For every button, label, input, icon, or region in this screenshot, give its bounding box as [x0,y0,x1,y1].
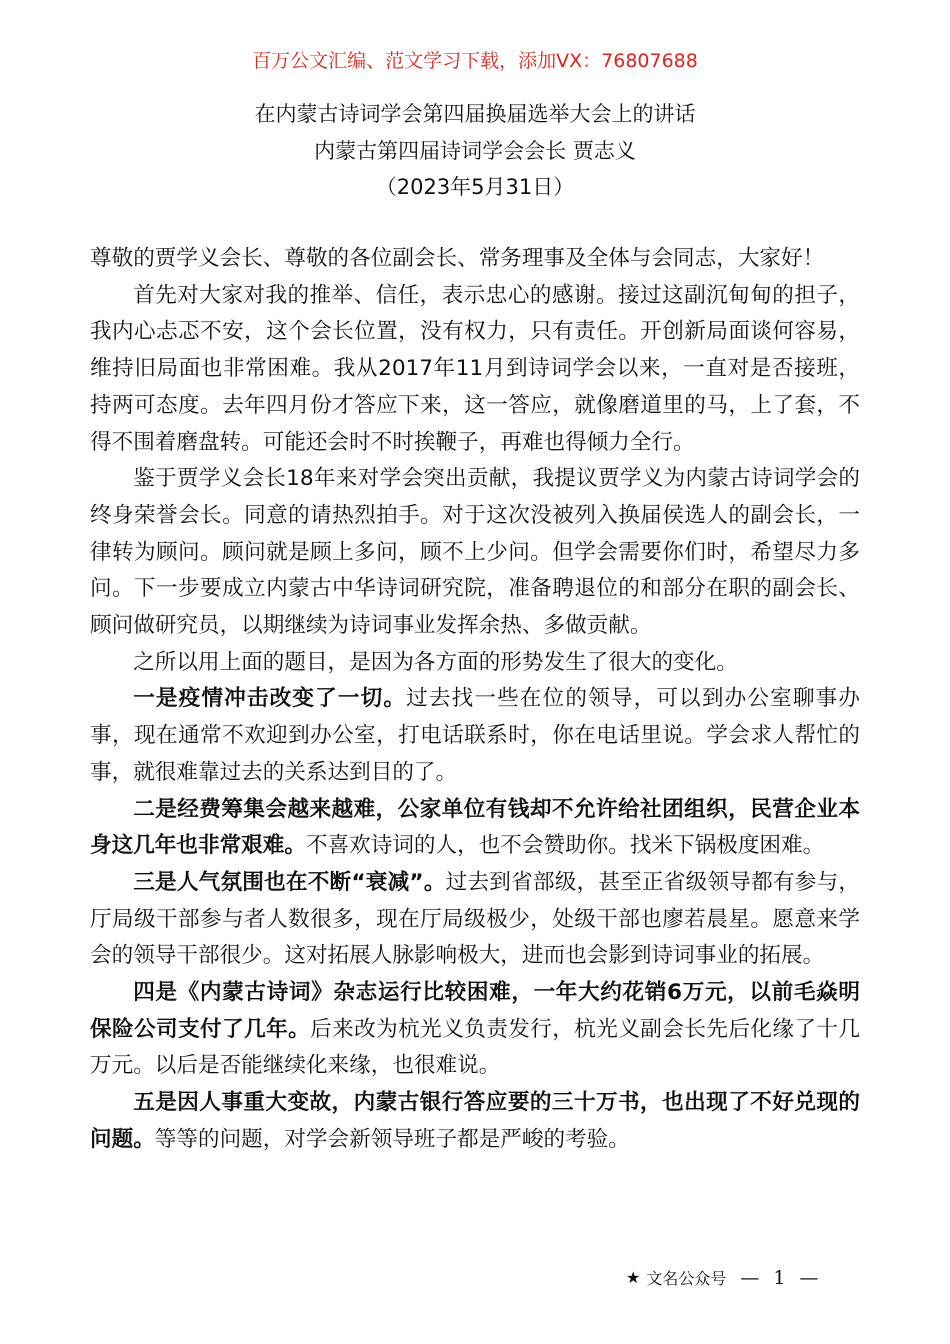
paragraph-text: 过去到省部级，甚至正省级领导都有参与，厅局级干部参与者人数很多，现在厅局级极少，处级干部也廖若晨星。愿意来学会的领导干部很少。这对拓展人脉影响极大，进而也会影到诗词事业的拓展。 [90,869,860,969]
paragraph [90,461,860,645]
watermark-banner: 百万公文汇编、范文学习下载，添加VX：76807688 [252,50,698,72]
date-line: （2023年5月31日） [375,175,575,199]
star-icon: ★ [626,1268,641,1287]
paragraph-text: 不喜欢诗词的人，也不会赞助你。找米下锅极度困难。 [305,833,825,859]
paragraph-lead: 四是《内蒙古诗词》杂志运行比较困难，一年大约花销6万元，以前毛焱明保险公司支付了几年。 [90,980,860,1042]
paragraph [90,865,860,975]
paragraph-text: 之所以用上面的题目，是因为各方面的形势发生了很大的变化。 [133,649,738,675]
paragraph [90,278,860,462]
page-footer [626,1266,823,1289]
paragraph [90,792,860,865]
paragraph-text: 尊敬的贾学义会长、尊敬的各位副会长、常务理事及全体与会同志，大家好！ [90,246,825,271]
footer-source: 文名公众号 [646,1269,727,1288]
paragraph-text: 过去找一些在位的领导，可以到办公室聊事办事，现在通常不欢迎到办公室，打电话联系时，你在电话里说。学会求人帮忙的事，就很难靠过去的关系达到目的了。 [90,686,860,785]
paragraph [90,681,860,791]
paragraph [90,241,860,278]
paragraph-lead: 三是人气氛围也在不断“衰减”。 [133,869,446,895]
paragraph-text: 鉴于贾学义会长18年来对学会突出贡献，我提议贾学义为内蒙古诗词学会的终身荣誉会长。同意的请热烈拍手。对于这次没被列入换届侯选人的副会长，一律转为顾问。顾问就是顾上多问，顾不上少问。但学会需要你们时，希望尽力多问。下一步要成立内蒙古中华诗词研究院，准备聘退位的和部分在职的副会长、顾问做研究员，以期继续为诗词事业发挥余热、多做贡献。 [90,466,860,639]
document-body [90,241,860,1159]
paragraph [90,645,860,682]
paragraph-lead: 五是因人事重大变故，内蒙古银行答应要的三十万书，也出现了不好兑现的问题。 [90,1090,860,1152]
paragraph-text: 等等的问题，对学会新领导班子都是严峻的考验。 [154,1126,630,1152]
document-title: 在内蒙古诗词学会第四届换届选举大会上的讲话 [254,102,696,126]
page-number: — 1 — [740,1266,823,1289]
paragraph [90,1085,860,1158]
paragraph [90,975,860,1085]
paragraph-text: 首先对大家对我的推举、信任，表示忠心的感谢。接过这副沉甸甸的担子，我内心忐忑不安，这个会长位置，没有权力，只有责任。开创新局面谈何容易，维持旧局面也非常困难。我从2017年11月到诗词学会以来，一直对是否接班，持两可态度。去年四月份才答应下来，这一答应，就像磨道里的马，上了套，不得不围着磨盘转。可能还会时不时挨鞭子，再难也得倾力全行。 [90,282,860,455]
author-line: 内蒙古第四届诗词学会会长 贾志义 [314,139,636,163]
paragraph-text: 后来改为杭光义负责发行，杭光义副会长先后化缘了十几万元。以后是否能继续化来缘，也很难说。 [90,1016,860,1079]
paragraph-lead: 二是经费筹集会越来越难，公家单位有钱却不允许给社团组织，民营企业本身这几年也非常艰难。 [90,796,860,859]
paragraph-lead: 一是疫情冲击改变了一切。 [133,686,407,712]
